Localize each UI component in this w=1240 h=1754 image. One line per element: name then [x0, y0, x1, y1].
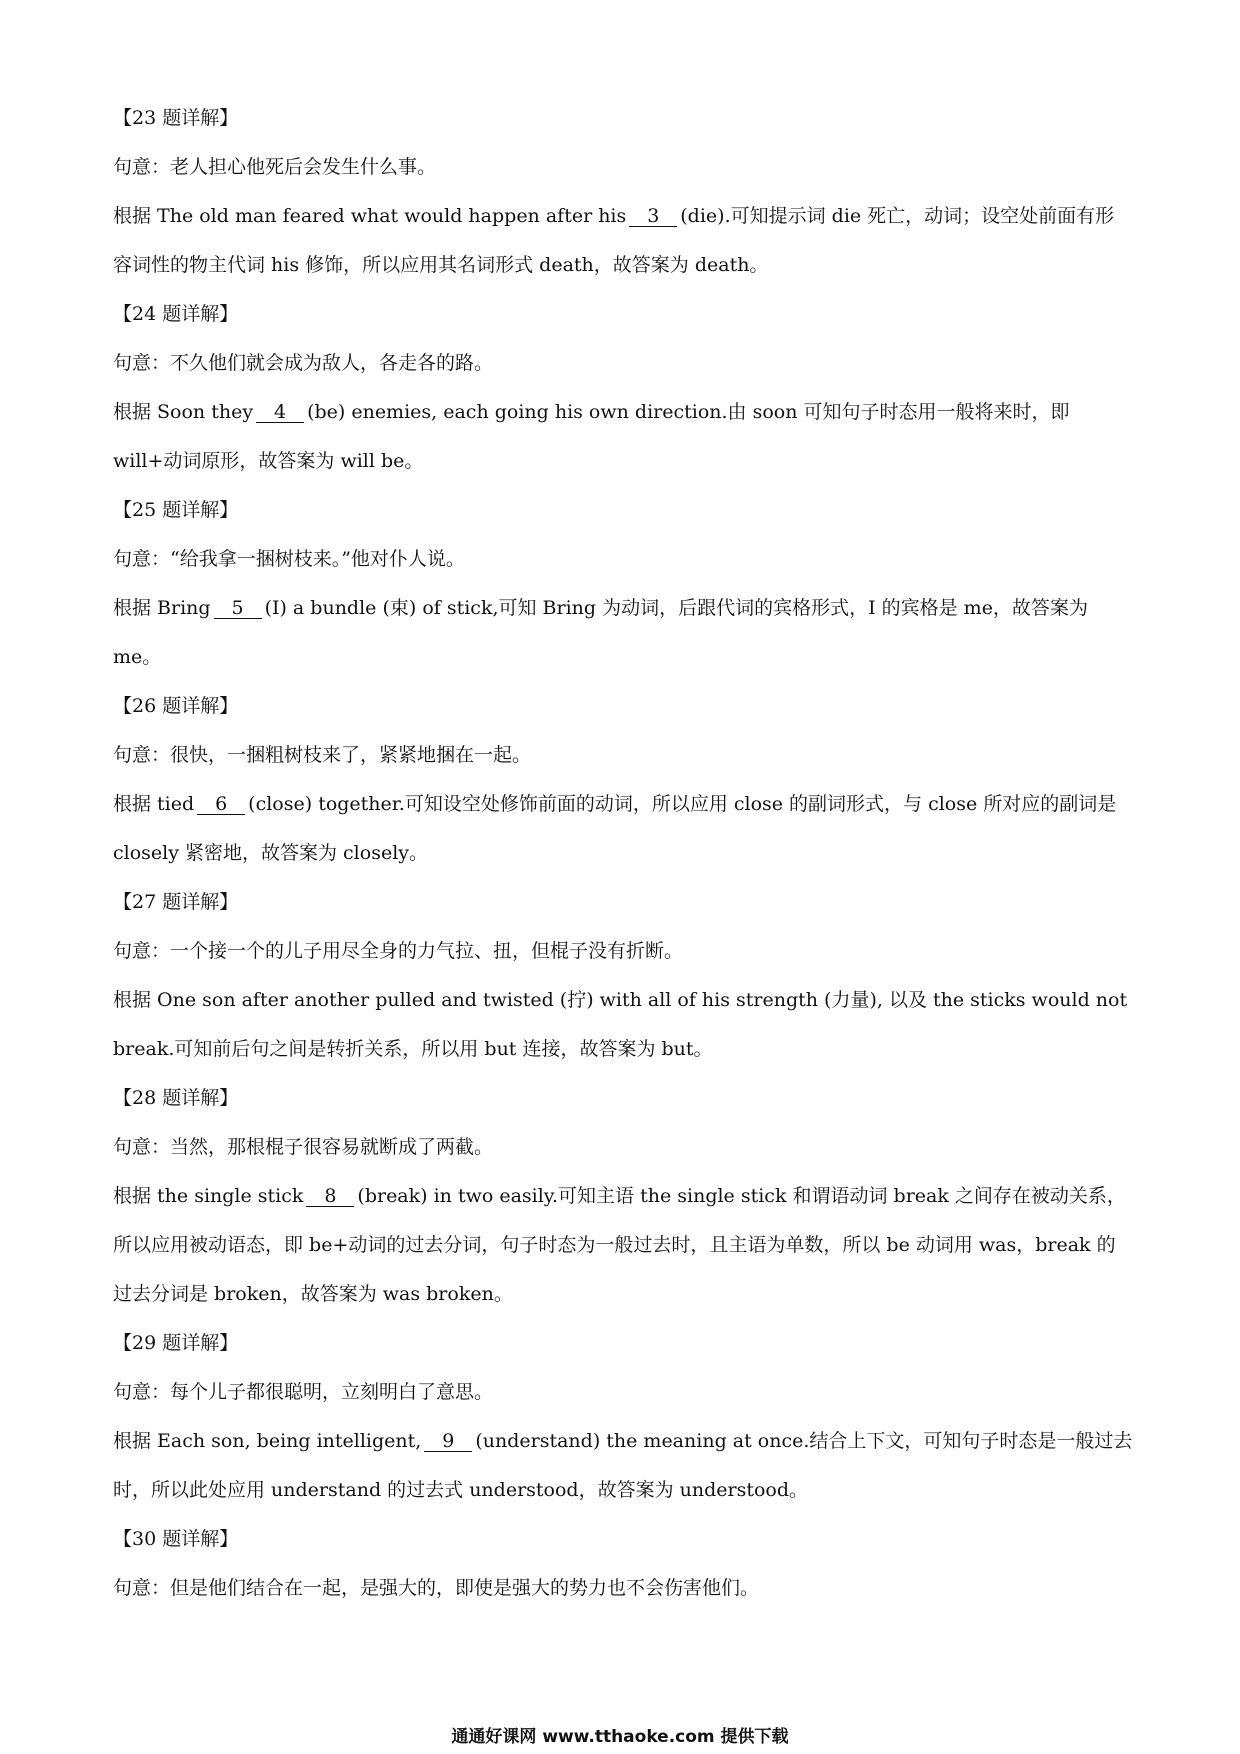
sentence-meaning: 句意：老人担心他死后会发生什么事。: [113, 156, 437, 178]
page-footer: 通通好课网 www.tthaoke.com 提供下载: [451, 1727, 789, 1747]
sentence-meaning: 句意：很快，一捆粗树枝来了，紧紧地捆在一起。: [113, 744, 532, 766]
sentence-meaning: 句意：但是他们结合在一起，是强大的，即使是强大的势力也不会伤害他们。: [113, 1577, 760, 1599]
answer-blank: 9: [424, 1431, 472, 1452]
explanation-post: (close) together.可知设空处修饰前面的动词，所以应用 close 的副词形式，与 close 所对应的副词是 closely 紧密地，故答案为 closely。: [113, 793, 1117, 864]
sentence-meaning: 句意：一个接一个的儿子用尽全身的力气拉、扭，但棍子没有折断。: [113, 940, 684, 962]
answer-blank: 6: [197, 794, 245, 815]
sentence-meaning: 句意：当然，那根棍子很容易就断成了两截。: [113, 1136, 494, 1158]
explanation-pre: 根据 Bring: [113, 597, 211, 619]
explanation: [113, 780, 1133, 878]
sentence-meaning: 句意：“给我拿一捆树枝来。”他对仆人说。: [113, 548, 465, 570]
sentence-meaning: 句意：不久他们就会成为敌人，各走各的路。: [113, 352, 494, 374]
explanation: [113, 192, 1133, 290]
explanation-post: (I) a bundle (束) of stick,可知 Bring 为动词，后跟代词的宾格形式，I 的宾格是 me，故答案为 me。: [113, 597, 1088, 668]
explanation-pre: 根据 Soon they: [113, 401, 254, 423]
answer-explanations: [113, 94, 1133, 1613]
explanation: [113, 388, 1133, 486]
explanation: [113, 1417, 1133, 1515]
answer-blank: 8: [306, 1186, 354, 1207]
section-heading: 【30 题详解】: [113, 1528, 239, 1550]
section-heading: 【29 题详解】: [113, 1332, 239, 1354]
explanation: [113, 1172, 1133, 1319]
explanation-post: (understand) the meaning at once.结合上下文，可知句子时态是一般过去时，所以此处应用 understand 的过去式 understood，故答案为 understood。: [113, 1430, 1133, 1501]
section-heading: 【27 题详解】: [113, 891, 239, 913]
answer-blank: 5: [214, 598, 262, 619]
explanation: 根据 One son after another pulled and twisted (拧) with all of his strength (力量), 以及 the sticks would not break.可知前后句之间是转折关系，所以用 but 连接，故答案为 but。: [113, 989, 1128, 1060]
answer-blank: 3: [629, 206, 677, 227]
section-heading: 【28 题详解】: [113, 1087, 239, 1109]
section-heading: 【24 题详解】: [113, 303, 239, 325]
explanation: [113, 584, 1133, 682]
section-heading: 【26 题详解】: [113, 695, 239, 717]
explanation-post: (die).可知提示词 die 死亡，动词；设空处前面有形容词性的物主代词 his 修饰，所以应用其名词形式 death，故答案为 death。: [113, 205, 1115, 276]
explanation-pre: 根据 tied: [113, 793, 195, 815]
explanation-post: (be) enemies, each going his own direction.由 soon 可知句子时态用一般将来时，即 will+动词原形，故答案为 will be。: [113, 401, 1070, 472]
explanation-post: (break) in two easily.可知主语 the single stick 和谓语动词 break 之间存在被动关系，所以应用被动语态，即 be+动词的过去分词，句子时态为一般过去时，且主语为单数，所以 be 动词用 was，break 的过去分词是 broken，故答案为 was broken。: [113, 1185, 1126, 1305]
explanation-pre: 根据 the single stick: [113, 1185, 304, 1207]
explanation-pre: 根据 The old man feared what would happen after his: [113, 205, 627, 227]
section-heading: 【23 题详解】: [113, 107, 239, 129]
explanation-pre: 根据 Each son, being intelligent,: [113, 1430, 422, 1452]
answer-blank: 4: [256, 402, 304, 423]
section-heading: 【25 题详解】: [113, 499, 239, 521]
sentence-meaning: 句意：每个儿子都很聪明，立刻明白了意思。: [113, 1381, 494, 1403]
